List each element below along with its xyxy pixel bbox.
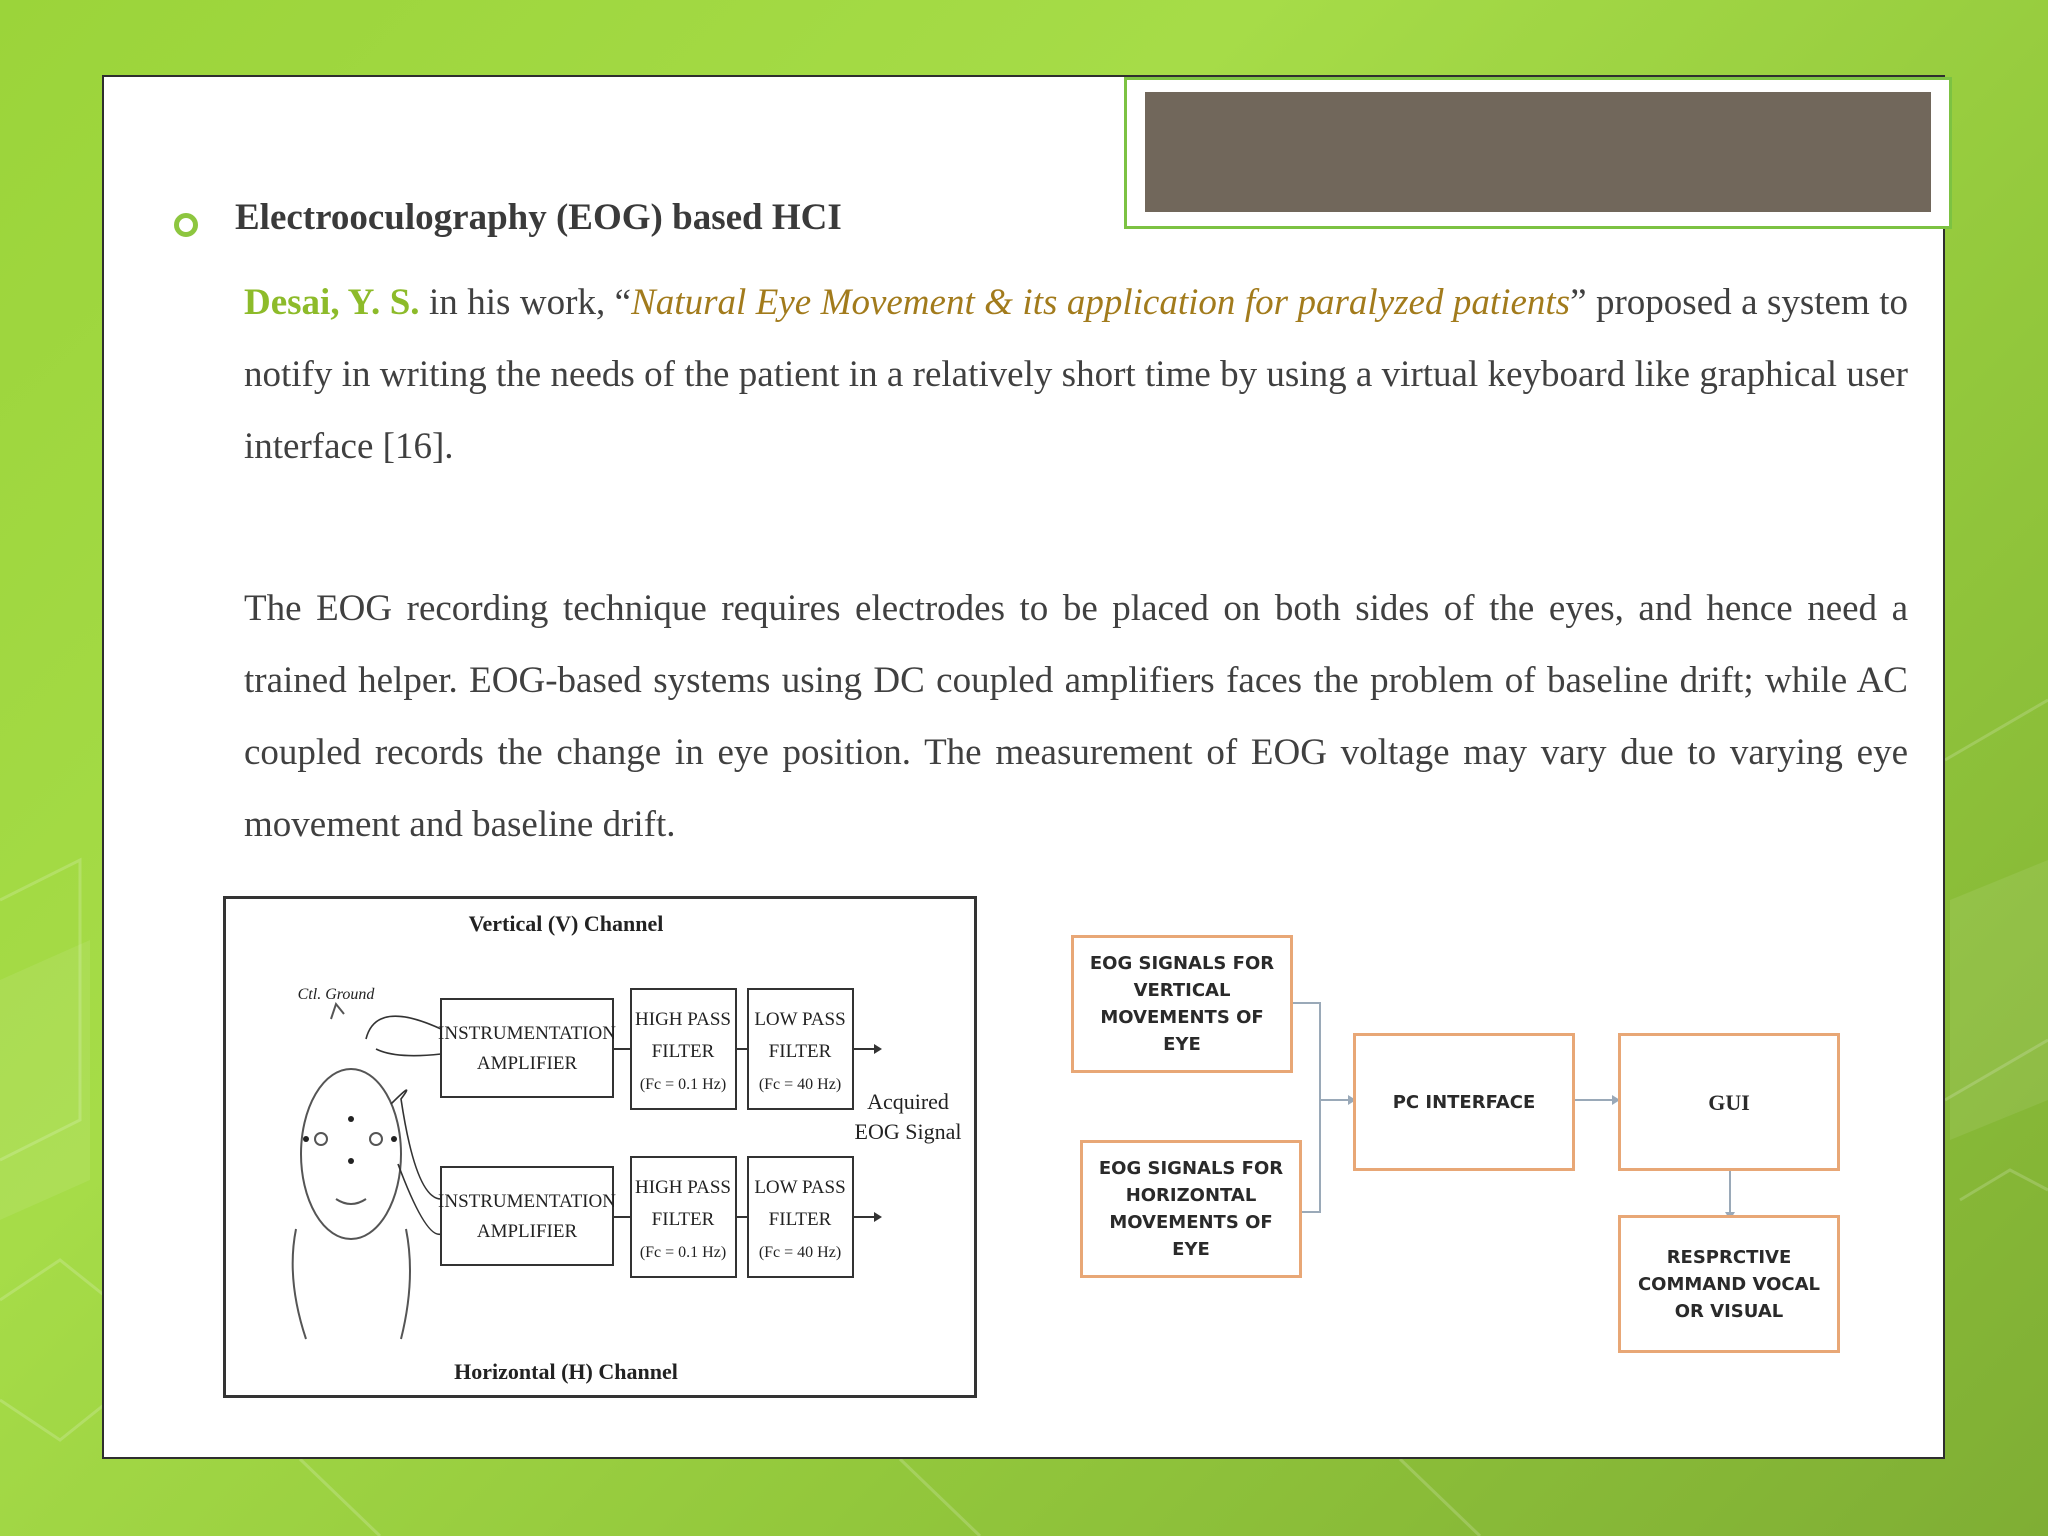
lpf-h-line1: LOW PASS [754,1177,846,1198]
hpf-h-line3: (Fc = 0.1 Hz) [639,1244,727,1261]
title-placeholder-frame [1124,77,1952,229]
title-placeholder-bar [1145,92,1931,212]
hpf-h-line1: HIGH PASS [635,1177,731,1198]
eog-gui-flow-diagram [1050,900,1850,1360]
hpf-v-line1: HIGH PASS [635,1009,731,1030]
paragraph-desai-text-b: ” proposed a system to notify in writing the needs of the patient in a relatively short time by using a virtual keyboard like graphical user interface [16]. [244,282,1908,467]
section-heading: Electrooculography (EOG) based HCI [235,197,842,238]
command-block [1618,1215,1840,1353]
lpf-h-line2: FILTER [768,1209,832,1230]
vertical-channel-label: Vertical (V) Channel [468,911,664,936]
paragraph-desai [244,267,1908,483]
hpf-v-line3: (Fc = 0.1 Hz) [639,1076,727,1093]
electrode-wires [366,1016,441,1234]
command-text: RESPRCTIVE COMMAND VOCAL OR VISUAL [1637,1246,1821,1322]
lpf-v-line3: (Fc = 40 Hz) [758,1076,842,1093]
vertical-signals-text: EOG SIGNALS FOR VERTICAL MOVEMENTS OF EYE [1089,953,1275,1055]
eog-signal-label: EOG Signal [854,1119,962,1144]
paragraph-eog-technique: The EOG recording technique requires electrodes to be placed on both sides of the eyes, and hence need a trained helper. EOG-based systems using DC coupled amplifiers faces the problem of baseline drift; while AC coupled records the change in eye position. The measurement of EOG voltage may vary due to varying eye movement and baseline drift. [244,588,1908,845]
paper-title: Natural Eye Movement & its application for paralyzed patients [631,282,1571,323]
hpf-h-line2: FILTER [651,1209,715,1230]
horizontal-signals-block [1080,1140,1302,1278]
author-name: Desai, Y. S. [244,282,420,323]
pc-interface-text: PC INTERFACE [1392,1091,1536,1113]
hpf-v-line2: FILTER [651,1041,715,1062]
instrumentation-amplifier-h [441,1167,613,1265]
gui-text: GUI [1708,1089,1750,1115]
paragraph-desai-text-a: in his work, “ [419,282,632,323]
acquired-label: Acquired [867,1089,949,1114]
vertical-signals-block [1071,935,1293,1073]
inst-amp-h-line2: AMPLIFIER [476,1221,578,1242]
lpf-v-line1: LOW PASS [754,1009,846,1030]
gui-block [1618,1033,1840,1171]
eog-acquisition-svg [226,899,974,1395]
inst-amp-v-line2: AMPLIFIER [476,1053,578,1074]
instrumentation-amplifier-v [441,999,613,1097]
ground-label: Ctl. Ground [297,986,375,1003]
inst-amp-v-line1: INSTRUMENTATION [438,1023,616,1044]
lpf-v-line2: FILTER [768,1041,832,1062]
lpf-h-line3: (Fc = 40 Hz) [758,1244,842,1261]
bullet-ring-icon [174,213,198,237]
pc-interface-block [1353,1033,1575,1171]
horizontal-signals-text: EOG SIGNALS FOR HORIZONTAL MOVEMENTS OF EYE [1098,1158,1284,1260]
horizontal-channel-label: Horizontal (H) Channel [454,1359,678,1384]
eog-acquisition-diagram [223,896,977,1398]
inst-amp-h-line1: INSTRUMENTATION [438,1191,616,1212]
